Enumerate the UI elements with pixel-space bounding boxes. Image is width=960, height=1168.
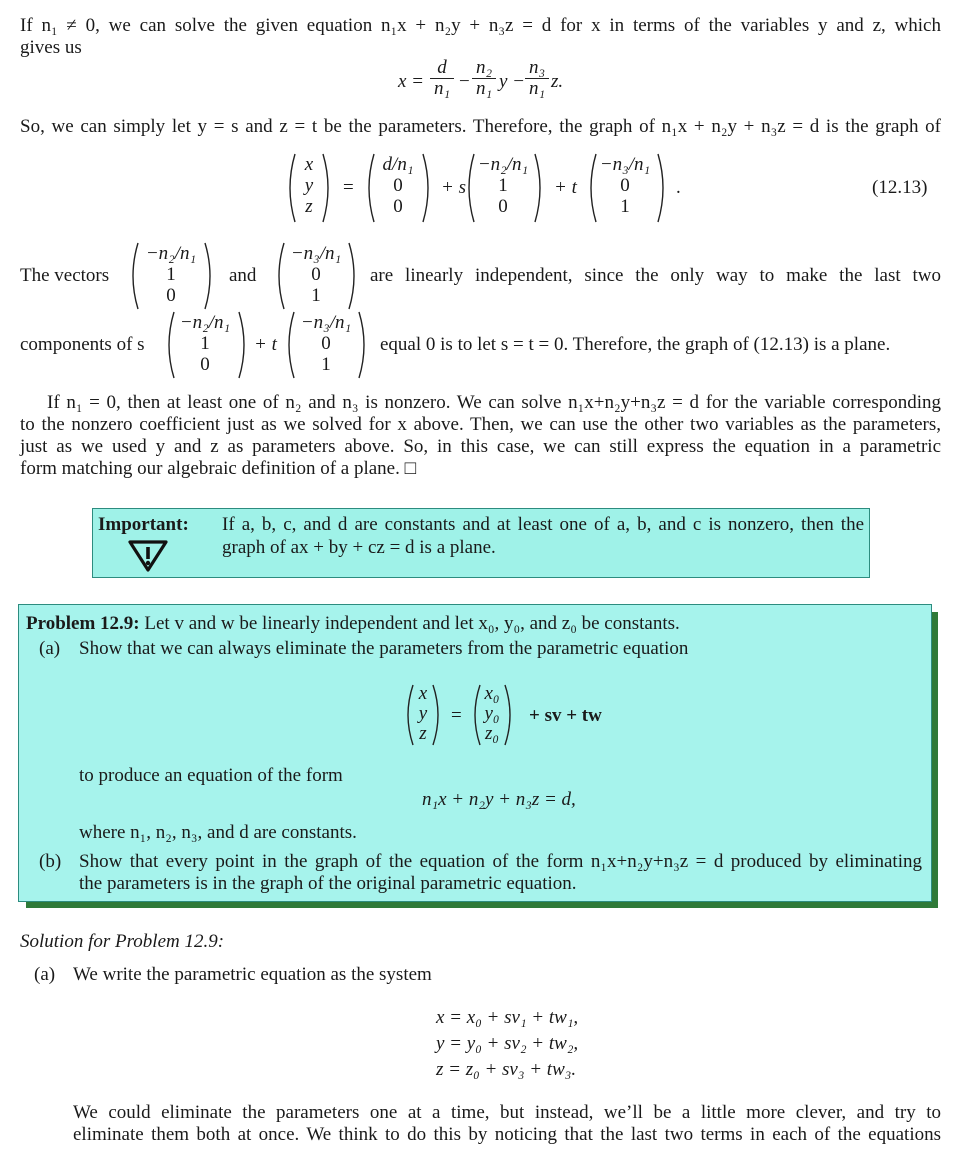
param-tail: + sv + tw — [529, 705, 602, 726]
problem-box — [18, 604, 932, 902]
important-line-2: graph of ax + by + cz = d is a plane. — [222, 537, 496, 558]
right-paren — [357, 310, 371, 380]
right-paren — [203, 241, 217, 311]
vectors-rest-text: are linearly independent, since the only way to make the last two — [370, 265, 941, 286]
vec-entry: 1 — [311, 285, 321, 306]
vec-entry: −n₂/n₁ — [477, 154, 529, 175]
zero-case-line-4: form matching our algebraic definition of a plane. □ — [20, 458, 417, 479]
vec-entry: 1 — [166, 264, 176, 285]
part-b-line-2: the parameters is in the graph of the original parametric equation. — [79, 873, 577, 894]
part-a-text: Show that we can always eliminate the parameters from the parametric equation — [79, 638, 689, 659]
vec-entry: 1 — [620, 196, 630, 217]
vec-xyz — [297, 154, 321, 217]
vec-n3 — [592, 154, 658, 217]
important-label: Important: — [98, 514, 189, 535]
zero-case-line-2: to the nonzero coefficient just as we solved for x above. Then, we can use the other two variables as the parameters, — [20, 414, 941, 435]
system-row: x = x₀ + sv₁ + tw₁, — [436, 1007, 579, 1028]
vec-entry: d/n₁ — [382, 154, 414, 175]
intro-line-2: gives us — [20, 37, 82, 58]
produce-text: to produce an equation of the form — [79, 765, 343, 786]
vec-n2 — [470, 154, 536, 217]
vector-v4 — [290, 312, 362, 375]
important-line-1: If a, b, c, and d are constants and at least one of a, b, and c is nonzero, then the — [222, 514, 864, 535]
plus-t: + t — [254, 334, 277, 355]
zero-case-line-3: just as we used y and z as parameters above. So, in this case, we can still express the equation in a parametric — [20, 436, 941, 457]
problem-heading — [26, 613, 680, 635]
z-end: z. — [551, 71, 564, 92]
plus-s: + s — [441, 177, 466, 198]
right-paren — [533, 152, 547, 224]
vec-entry: 0 — [393, 196, 403, 217]
vec-entry: 0 — [620, 175, 630, 196]
vec-entry: 0 — [166, 285, 176, 306]
param-sentence: So, we can simply let y = s and z = t be the parameters. Therefore, the graph of n₁x + n₂y + n₃z = d is the graph of — [20, 116, 941, 137]
right-paren — [347, 241, 361, 311]
vec-entry: 0 — [200, 354, 210, 375]
y-minus: y − — [499, 71, 526, 92]
part-a-label: (a) — [39, 638, 61, 659]
vec-entry: x — [304, 154, 314, 175]
solution-a-text: We write the parametric equation as the system — [73, 964, 432, 985]
equals-sign: = — [343, 177, 354, 198]
frac-den: n₁ — [433, 78, 451, 99]
right-paren — [656, 152, 670, 224]
vec-entry: x — [418, 683, 428, 704]
vec-entry: 1 — [200, 333, 210, 354]
frac-n3-n1 — [525, 58, 549, 99]
form-equation: n₁x + n₂y + n₃z = d, — [422, 789, 576, 810]
frac-d-n1 — [430, 58, 454, 99]
left-paren — [283, 152, 297, 224]
important-box — [92, 508, 870, 578]
part-b-label: (b) — [39, 851, 62, 872]
problem-title: Problem 12.9: — [26, 613, 140, 634]
right-paren — [237, 310, 251, 380]
frac-den: n₁ — [528, 78, 546, 99]
frac-den: n₁ — [475, 78, 493, 99]
solution-a-label: (a) — [34, 964, 56, 985]
minus-sign: − — [459, 71, 470, 92]
vec-entry: y — [304, 175, 314, 196]
problem-statement: Let v and w be linearly independent and let x₀, y₀, and z₀ be constants. — [144, 613, 680, 634]
x-eq-lhs: x = — [398, 71, 425, 92]
frac-n2-n1 — [472, 58, 496, 99]
frac-num: n₂ — [472, 58, 496, 79]
right-paren — [503, 683, 517, 747]
vec-entry: y₀ — [484, 703, 500, 724]
components-of-text: components of s — [20, 334, 145, 355]
system-row: z = z₀ + sv₃ + tw₃. — [436, 1059, 577, 1080]
right-paren — [431, 683, 445, 747]
plus-t: + t — [554, 177, 577, 198]
solution-p2: eliminate them both at once. We think to do this by noticing that the last two terms in each of the equations — [73, 1124, 941, 1145]
warning-icon — [127, 539, 169, 573]
zero-case-line-1: If n₁ = 0, then at least one of n₂ and n₃ is nonzero. We can solve n₁x+n₂y+n₃z = d for the variable corresponding — [47, 392, 941, 413]
vec-entry: 0 — [498, 196, 508, 217]
solution-p1: We could eliminate the parameters one at a time, but instead, we’ll be a little more clever, and try to — [73, 1102, 941, 1123]
vec-entry: z — [305, 196, 313, 217]
and-text: and — [229, 265, 257, 286]
vec-entry: z₀ — [485, 723, 499, 744]
equation-system — [420, 1005, 578, 1083]
vectors-rest2-text: equal 0 is to let s = t = 0. Therefore, the graph of (12.13) is a plane. — [380, 334, 891, 355]
equation-label: (12.13) — [872, 177, 928, 198]
vec-entry: 1 — [321, 354, 331, 375]
vector-v2 — [280, 243, 352, 306]
vec-entry: −n₃/n₁ — [300, 312, 352, 333]
vec-entry: −n₃/n₁ — [599, 154, 651, 175]
param-rhs-vector — [478, 684, 506, 744]
eq-period: . — [676, 177, 681, 198]
intro-line-1: If n₁ ≠ 0, we can solve the given equation n₁x + n₂y + n₃z = d for x in terms of the variables y and z, which — [20, 15, 941, 36]
vec-entry: −n₃/n₁ — [290, 243, 342, 264]
vec-entry: 0 — [393, 175, 403, 196]
right-paren — [421, 152, 435, 224]
frac-num: n₃ — [525, 58, 549, 79]
vec-entry: z — [419, 723, 427, 744]
vector-v3 — [170, 312, 240, 375]
part-b-line-1: Show that every point in the graph of the equation of the form n₁x+n₂y+n₃z = d produced by eliminating — [79, 851, 922, 872]
frac-num: d — [430, 58, 454, 79]
vector-v1 — [136, 243, 206, 306]
equals-sign: = — [451, 705, 462, 726]
vec-entry: 1 — [498, 175, 508, 196]
where-text: where n₁, n₂, n₃, and d are constants. — [79, 822, 357, 843]
vec-entry: 0 — [311, 264, 321, 285]
vec-entry: −n₂/n₁ — [145, 243, 197, 264]
vec-entry: y — [418, 703, 428, 724]
vec-entry: x₀ — [484, 683, 500, 704]
right-paren — [321, 152, 335, 224]
the-vectors-text: The vectors — [20, 265, 110, 286]
vec-entry: 0 — [321, 333, 331, 354]
system-row: y = y₀ + sv₂ + tw₂, — [436, 1033, 579, 1054]
solution-heading: Solution for Problem 12.9: — [20, 931, 225, 952]
vec-entry: −n₂/n₁ — [179, 312, 231, 333]
vec-d — [373, 154, 423, 217]
